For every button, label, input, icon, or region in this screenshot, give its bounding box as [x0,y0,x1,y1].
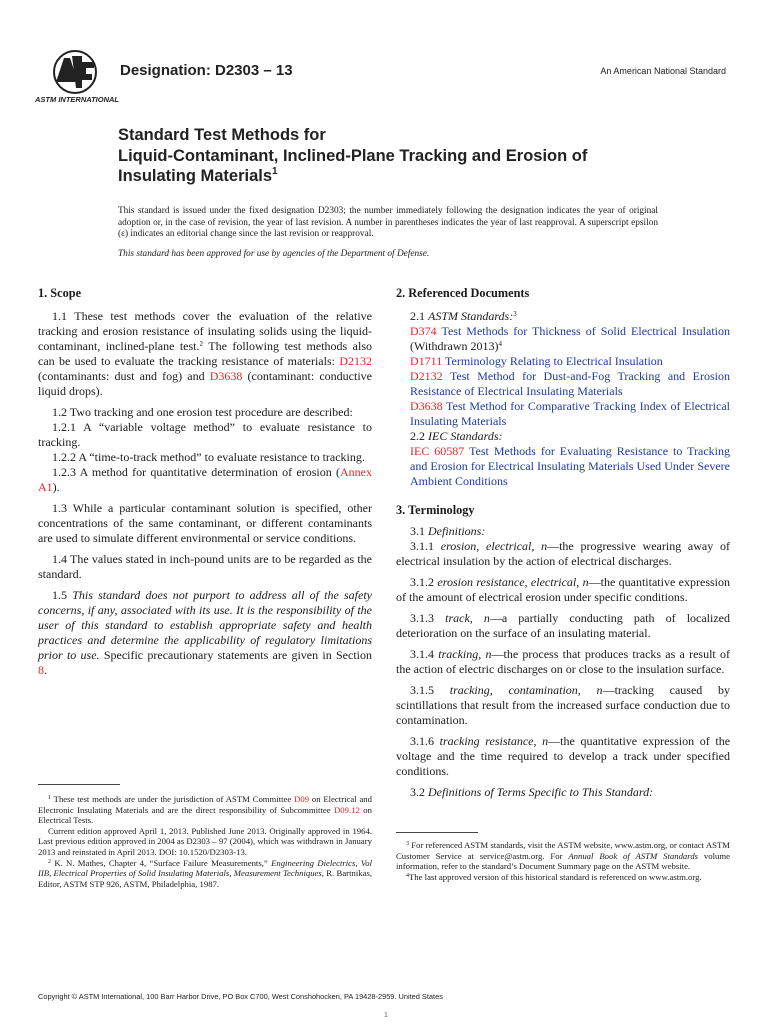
ref-item-iec-60587 [396,444,730,489]
ref-title-iec-60587[interactable]: Test Methods for Evaluating Resistance to Tracking and Erosion for Electrical Insulating Materials Used Under Severe Ambient Conditions [410,444,730,488]
footnote-1: $^1$ These test methods are under the jurisdiction of ASTM Committee D09 on Electrical and Electronic Insulating Materials and are the direct responsibility of Subcommittee D09.12 on Electrical Tests. [38,794,372,826]
footnotes-left [38,794,372,889]
copyright-footer: Copyright © ASTM International, 100 Barr Harbor Drive, PO Box C700, West Conshohocken, PA 19428-2959. United States [38,992,443,1001]
footnote-4: $^4$The last approved version of this historical standard is referenced on www.astm.org. [406,871,702,882]
term-3-1-1: 3.1.1 erosion, electrical, n—the progressive wearing away of electrical insulation by the action of electrical discharges. [396,539,730,568]
title-footnote-marker[interactable]: 1 [272,166,278,177]
astm-logo [34,48,120,106]
scope-heading: 1. Scope [38,286,82,300]
dod-approval-note: This standard has been approved for use by agencies of the Department of Defense. [118,249,430,259]
ref-title-d3638[interactable]: Test Method for Comparative Tracking Index of Electrical Insulating Materials [410,399,730,428]
ref-link-d2132[interactable]: D2132 [339,354,372,368]
terminology-heading: 3. Terminology [396,503,475,517]
term-3-1-5: 3.1.5 tracking, contamination, n—tracking caused by scintillations that result from the increased surface conduction due to contamination. [396,683,731,727]
title-line-2: Liquid-Contaminant, Inclined-Plane Tracking and Erosion of [118,146,588,165]
footnote-2: $^2$ K. N. Mathes, Chapter 4, “Surface Failure Measurements,” Engineering Dielectrics, Vol IIB, Electrical Properties of Solid Insulating Materials, Measurement Techniques, R. Bartnikas, Editor, ASTM STP 926, ASTM, Philadelphia, 1987. [38,857,372,889]
ref-item-d3638 [396,399,730,429]
designation: Designation: D2303 – 13 [120,62,293,79]
footnote-ref-2[interactable]: 2 [199,340,204,348]
left-column [38,286,372,678]
iec-standards-label: 2.2 IEC Standards: [410,429,503,443]
title-line-1: Standard Test Methods for [118,126,326,144]
astm-logo-icon [34,48,120,106]
term-3-1-2: 3.1.2 erosion resistance, electrical, n—the quantitative expression of the amount of electrical erosion under specific conditions. [396,575,731,604]
ref-item-d2132 [396,369,730,399]
scope-1-2-2: 1.2.2 A “time-to-track method” to evaluate resistance to tracking. [52,450,365,464]
footnote-ref-3[interactable]: 3 [513,310,517,318]
ref-link-d374[interactable]: D374 [410,324,437,338]
footnote-rule-left [38,784,120,785]
ref-title-d374[interactable]: Test Methods for Thickness of Solid Electrical Insulation [436,324,730,338]
term-3-1-3: 3.1.3 track, n—a partially conducting path of localized deterioration on the surface of an insulating material. [396,611,731,640]
footnotes-right [396,840,730,882]
ref-link-d09-12[interactable]: D09.12 [334,804,360,815]
ref-link-d1711[interactable]: D1711 [410,354,443,368]
ref-link-d09[interactable]: D09 [294,794,310,804]
ref-item-d1711 [396,354,730,369]
scope-1-1: 1.1 These test methods cover the evaluation of the relative tracking and erosion resistance of insulating solids using the liquid-contaminant, inclined-plane test.$^2$ The following test methods also can be used to evaluate the tracking resistance of materials: D2132 (contaminants: dust and fog) and D3638 (contaminant: conductive liquid drops). [38,309,373,398]
definitions-label: 3.1 Definitions: [410,524,486,538]
scope-1-2-3: 1.2.3 A method for quantitative determination of erosion (Annex A1). [38,465,372,494]
term-3-1-6: 3.1.6 tracking resistance, n—the quantitative expression of the voltage and the time required to develop a track under specified conditions. [396,734,731,778]
title-line-3: Insulating Materials [118,167,273,185]
scope-1-2-1: 1.2.1 A “variable voltage method” to evaluate resistance to tracking. [38,420,372,449]
referenced-documents-heading: 2. Referenced Documents [396,286,530,300]
issued-note: This standard is issued under the fixed designation D2303; the number immediately following the designation indicates the year of original adoption or, in the case of revision, the year of last revision. A number in parentheses indicates the year of last reapproval. A superscript epsilon (ε) indicates an editorial change since the last revision or reapproval. [118,206,658,240]
term-3-1-4: 3.1.4 tracking, n—the process that produces tracks as a result of the action of electric discharges on or close to the insulation surface. [396,647,731,676]
scope-1-5: 1.5 This standard does not purport to address all of the safety concerns, if any, associated with its use. It is the responsibility of the user of this standard to establish appropriate safety and health practices and determine the applicability of regulatory limitations prior to use. Specific precautionary statements are given in Section 8. [38,588,372,677]
ref-link-annex-a1[interactable]: Annex A1 [38,465,372,494]
ref-title-d1711[interactable]: Terminology Relating to Electrical Insulation [442,354,663,368]
ref-link-d2132-list[interactable]: D2132 [410,369,443,383]
ref-link-section-8[interactable]: 8 [38,663,44,677]
footnote-1-current-edition: Current edition approved April 1, 2013. Published June 2013. Originally approved in 1964. Last previous edition approved in 2004 as D2303 – 97 (2004), which was withdrawn in January 2013 and reinstated in April 2013. DOI: 10.1520/D2303-13. [38,825,372,857]
ref-link-iec-60587[interactable]: IEC 60587 [410,444,465,458]
page-number: 1 [384,1012,388,1019]
logo-wordmark: ASTM INTERNATIONAL [34,95,120,104]
scope-1-3: 1.3 While a particular contaminant solution is specified, other concentrations of the same contaminant, or different contaminants are used to simulate different environmental or service conditions. [38,501,372,545]
national-standard-label: An American National Standard [600,66,726,76]
ref-link-d3638-list[interactable]: D3638 [410,399,443,413]
ref-item-d374: D374 Test Methods for Thickness of Solid Electrical Insulation (Withdrawn 2013)$^4$ [410,324,730,353]
ref-title-d2132[interactable]: Test Method for Dust-and-Fog Tracking and Erosion Resistance of Electrical Insulating Materials [410,369,730,398]
document-title [118,125,718,187]
scope-1-2: 1.2 Two tracking and one erosion test procedure are described: [52,405,353,419]
footnote-ref-4[interactable]: 4 [498,340,502,348]
footnote-3: $^3$ For referenced ASTM standards, visit the ASTM website, www.astm.org, or contact ASTM Customer Service at service@astm.org. For Annual Book of ASTM Standards volume information, refer to the standard’s Document Summary page on the ASTM website. [396,840,730,872]
ref-link-d3638[interactable]: D3638 [209,369,243,383]
footnote-rule-right [396,832,478,833]
scope-1-4: 1.4 The values stated in inch-pound units are to be regarded as the standard. [38,552,372,581]
right-column [396,286,730,800]
astm-standards-label: 2.1 ASTM Standards:$^3$ [410,309,517,323]
specific-terms-label: 3.2 Definitions of Terms Specific to This Standard: [410,785,654,799]
